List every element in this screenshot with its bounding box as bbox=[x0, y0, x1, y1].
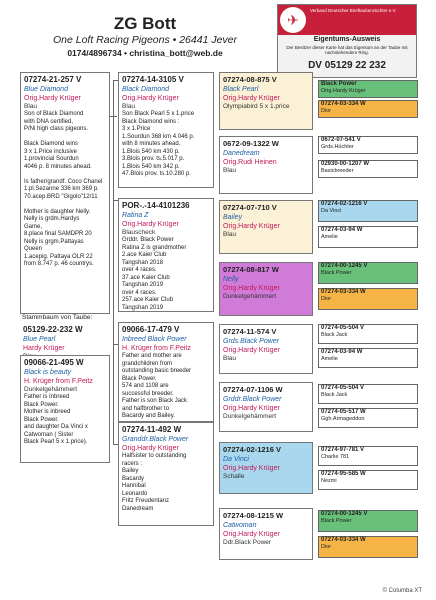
info-line: and halfbrother to bbox=[122, 405, 170, 412]
info-line: with 8 minutes ahead. bbox=[122, 141, 181, 147]
parent-card-2[interactable] bbox=[118, 198, 214, 312]
main-pigeon-ring: 07274-21-257 V bbox=[24, 75, 82, 84]
grandparent-ring: 07274-08-875 V bbox=[223, 75, 277, 84]
parent-breeder: Orig.Hardy Krüger bbox=[122, 95, 179, 102]
gg-detail: Dior bbox=[321, 108, 332, 114]
info-line: Bailey bbox=[122, 468, 139, 474]
grandparent-name: Da Vinci bbox=[223, 456, 249, 463]
info-line: 1.Blois 540 km 430 p. bbox=[122, 148, 180, 155]
info-line bbox=[24, 171, 106, 179]
parent-ring: 07274-14-3105 V bbox=[122, 75, 184, 84]
grandparent-card-1[interactable] bbox=[219, 72, 313, 130]
gg-detail: Black Power bbox=[321, 270, 352, 276]
grandparent-card-7[interactable] bbox=[219, 442, 313, 494]
gg-ring: 02930-00-1207 W bbox=[321, 161, 370, 167]
info-line: successful breeder. bbox=[122, 390, 174, 397]
parent-info bbox=[122, 353, 210, 421]
dam-pigeon-card[interactable] bbox=[20, 355, 110, 463]
parent-ring: 07274-11-492 W bbox=[122, 425, 182, 434]
great-grandparent-card[interactable] bbox=[318, 100, 418, 118]
info-line: 3 x 1.Price bbox=[122, 126, 151, 132]
gg-detail: Dior bbox=[321, 296, 332, 302]
gg-detail: Nezmi bbox=[321, 478, 337, 484]
grandparent-name: Danedream bbox=[223, 150, 260, 157]
info-line: 47.Blois prov. ts.10.280 p. bbox=[122, 171, 191, 177]
great-grandparent-card[interactable] bbox=[318, 80, 418, 98]
info-line: Danedream bbox=[122, 505, 154, 512]
gg-ring: 07274-03-334 W bbox=[321, 537, 366, 543]
info-line: outstanding basic breeder bbox=[122, 368, 192, 374]
grandparent-color: Blau bbox=[223, 355, 237, 362]
great-grandparent-card[interactable] bbox=[318, 226, 418, 248]
gg-detail: Charlie 781 bbox=[321, 454, 350, 460]
gg-ring: 07274-02-1216 V bbox=[321, 201, 368, 207]
grandparent-ring: 07274-07-710 V bbox=[223, 203, 277, 212]
info-line: from 8.747 p. 46 countrys. bbox=[24, 261, 94, 267]
info-line: Leonardo bbox=[122, 490, 148, 497]
grandparent-ring: 07274-02-1216 V bbox=[223, 445, 281, 454]
grandparent-card-5[interactable] bbox=[219, 324, 313, 374]
info-line: Tangshan 2019 bbox=[122, 282, 164, 288]
connector-line bbox=[113, 344, 114, 444]
info-line: 1.pl.Sezanne 336 km 369 p. bbox=[24, 186, 99, 192]
gg-ring: 07274-03-334 W bbox=[321, 289, 366, 295]
connector-line bbox=[113, 80, 114, 116]
parent-card-4[interactable] bbox=[118, 422, 214, 526]
ownership-card-banner bbox=[278, 5, 416, 35]
info-line: Black Pearl 5 x 1.price). bbox=[24, 439, 88, 445]
dam-pigeon-info bbox=[24, 394, 106, 447]
grandparent-color: Ddr.Black Power bbox=[223, 539, 272, 546]
parent-name: Inbreed Black Power bbox=[122, 336, 187, 343]
grandparent-breeder: Orig.Hardy Krüger bbox=[223, 531, 280, 538]
grandparent-card-8[interactable] bbox=[219, 508, 313, 560]
info-line: 70.acep.BRD "Gigolo"12/11 bbox=[24, 193, 98, 200]
info-line: Black Power. bbox=[24, 401, 59, 408]
info-line: Catwoman ( Sister bbox=[24, 431, 74, 438]
grandparent-card-6[interactable] bbox=[219, 382, 313, 432]
gg-ring: 07274-00-1245 V bbox=[321, 511, 368, 517]
ownership-card-number: DV 05129 22 232 bbox=[308, 60, 386, 71]
grandparent-name: Grds.Black Power bbox=[223, 338, 280, 345]
gg-detail: Grds.Hüchter bbox=[321, 144, 354, 150]
grandparent-card-2[interactable] bbox=[219, 136, 313, 194]
parent-card-1[interactable] bbox=[118, 72, 214, 188]
info-line: 3.Blois prov. ts.5.017 p. bbox=[122, 156, 185, 162]
dam-pigeon-color: Dunkelgehämmert bbox=[24, 386, 78, 393]
grandparent-color: Dunkelgehämmert bbox=[223, 293, 277, 300]
info-line: Bacardy bbox=[122, 475, 145, 482]
breeder-contact: 0174/4896734 • christina_bott@web.de bbox=[67, 48, 223, 58]
info-line: Nelly is grdm.Hardys bbox=[24, 216, 80, 222]
grandparent-color: Schalle bbox=[223, 473, 245, 480]
breeder-subtitle: One Loft Racing Pigeons • 26441 Jever bbox=[52, 34, 238, 46]
info-line: with DNA certified, bbox=[24, 118, 74, 125]
info-line: 257.ace Kaier Club bbox=[122, 297, 174, 303]
gg-detail: Black Jack bbox=[321, 392, 348, 398]
grandparent-breeder: Orig.Hardy Krüger bbox=[223, 95, 280, 102]
main-pigeon-breeder: Orig.Hardy Krüger bbox=[24, 95, 81, 102]
pigeon-logo-icon: ✈ bbox=[280, 7, 306, 33]
stamm-pigeon-ring: 05129-22-232 W bbox=[23, 325, 83, 334]
great-grandparent-card[interactable] bbox=[318, 160, 418, 178]
grandparent-name: Black Pearl bbox=[223, 86, 259, 93]
info-line: Ratina Z is grandmother bbox=[122, 244, 187, 251]
grandparent-color: Olympiabird 5 x 1.price bbox=[223, 103, 290, 110]
grandparent-card-4[interactable] bbox=[219, 262, 313, 316]
parent-breeder: H. Krüger from F.Peitz bbox=[122, 345, 191, 352]
grandparent-name: Nelly bbox=[223, 276, 239, 283]
info-line bbox=[24, 134, 106, 142]
info-line: 1.Sourdun 368 km 4.046 p. bbox=[122, 133, 195, 140]
grandparent-color: Blau bbox=[223, 167, 237, 174]
ownership-card bbox=[277, 4, 417, 78]
parent-breeder: Orig.Hardy Krüger bbox=[122, 221, 179, 228]
grandparent-ring: 07274-11-574 V bbox=[223, 327, 277, 336]
ownership-card-desc: Der Besitzer dieser Karte hat das Eigentum an der Taube mit nachstehendem Ring. bbox=[286, 45, 408, 55]
info-line: Father is Inbreed bbox=[24, 394, 70, 400]
gg-ring: 07274-03-334 W bbox=[321, 101, 366, 107]
gg-ring: Black Power bbox=[321, 81, 357, 87]
parent-name: Black Diamond bbox=[122, 86, 170, 93]
info-line: Father is son Black Jack bbox=[122, 398, 188, 404]
great-grandparent-card[interactable] bbox=[318, 136, 418, 154]
info-line: 4046 p. 8 minutes ahead. bbox=[24, 163, 92, 170]
info-line: 1.acepig. Pattaya OLR 22 bbox=[24, 253, 93, 260]
grandparent-name: Bailey bbox=[223, 214, 243, 221]
breeder-title: ZG Bott bbox=[113, 14, 177, 33]
info-line: Mother is inbreed bbox=[24, 409, 71, 415]
grandparent-ring: 0672-09-1322 W bbox=[223, 139, 279, 148]
info-line: Son of Black Diamond bbox=[24, 111, 84, 117]
gg-detail: Amelie bbox=[321, 234, 338, 240]
info-line: Nelly is grgm.Pattayas bbox=[24, 238, 84, 245]
info-line: grandchildren from bbox=[122, 360, 173, 367]
info-line: Mother is daughter Nelly. bbox=[24, 208, 91, 215]
grandparent-ring: 07274-07-1106 W bbox=[223, 385, 283, 394]
info-line bbox=[24, 201, 106, 209]
pedigree-of-label: Stammbaum von Taube: bbox=[22, 314, 93, 321]
great-grandparent-card[interactable] bbox=[318, 384, 418, 404]
grandparent-card-3[interactable] bbox=[219, 200, 313, 254]
great-grandparent-card[interactable] bbox=[318, 408, 418, 428]
stamm-pigeon-breeder: Hardy Krüger bbox=[23, 345, 65, 352]
ownership-card-org: Verband Deutscher Brieftaubenzüchter e.V. bbox=[310, 8, 397, 13]
gg-ring: 0672-07-541 V bbox=[321, 137, 361, 143]
gg-ring: 07274-95-585 W bbox=[321, 471, 366, 477]
great-grandparent-card[interactable] bbox=[318, 446, 418, 466]
gg-detail: Amelie bbox=[321, 356, 338, 362]
great-grandparent-card[interactable] bbox=[318, 510, 418, 532]
parent-name: Granddr.Black Power bbox=[122, 436, 189, 443]
dam-pigeon-breeder: H. Krüger from F.Peitz bbox=[24, 378, 93, 385]
info-line: and daughter Da Vinci x bbox=[24, 424, 88, 430]
grandparent-breeder: Orig.Hardy Krüger bbox=[223, 285, 280, 292]
info-line: Black Power. bbox=[122, 375, 157, 382]
stamm-pigeon-card bbox=[20, 323, 110, 355]
parent-info bbox=[122, 237, 210, 312]
great-grandparent-card[interactable] bbox=[318, 200, 418, 222]
main-pigeon-name: Blue Diamond bbox=[24, 86, 68, 93]
grandparent-ring: 07274-08-817 W bbox=[223, 265, 279, 274]
gg-detail: Black Power bbox=[321, 518, 352, 524]
info-line: 3 x 1.Price inclusive bbox=[24, 148, 78, 155]
info-line: Is father/grandf. Coco Chanel bbox=[24, 178, 103, 185]
parent-color: Blauscheck bbox=[122, 229, 156, 236]
info-line: Queen bbox=[24, 246, 43, 252]
gg-detail: Ggh.Armageddon bbox=[321, 416, 365, 422]
grandparent-color: Blau bbox=[223, 231, 237, 238]
info-line: Grddr. Black Power bbox=[122, 237, 174, 243]
breeder-header bbox=[20, 8, 270, 59]
info-line: Son Black Pearl 5 x 1.price bbox=[122, 111, 195, 117]
info-line: Black Diamond wins bbox=[24, 141, 79, 147]
gg-detail: Basicbreeder bbox=[321, 168, 354, 174]
parent-info bbox=[122, 453, 210, 513]
gg-detail: Black Jack bbox=[321, 332, 348, 338]
great-grandparent-card[interactable] bbox=[318, 348, 418, 368]
info-line: 2.ace Kaier Club bbox=[122, 252, 167, 258]
grandparent-breeder: Orig.Rudi Heinen bbox=[223, 159, 277, 166]
parent-name: Ratina Z bbox=[122, 212, 149, 219]
info-line: Black Power. bbox=[24, 416, 59, 423]
parent-card-3[interactable] bbox=[118, 322, 214, 422]
connector-line bbox=[113, 116, 114, 344]
gg-ring: 07274-03-94 W bbox=[321, 227, 363, 233]
stamm-pigeon-name: Blue Pearl bbox=[23, 336, 56, 343]
gg-detail: Dior bbox=[321, 544, 332, 550]
grandparent-breeder: Orig.Hardy Krüger bbox=[223, 465, 280, 472]
gg-ring: 07274-05-504 V bbox=[321, 385, 365, 391]
grandparent-breeder: Orig.Hardy Krüger bbox=[223, 223, 280, 230]
gg-ring: 07274-97-781 V bbox=[321, 447, 365, 453]
great-grandparent-card[interactable] bbox=[318, 470, 418, 490]
info-line: Father and mother are bbox=[122, 353, 182, 359]
info-line: 1.provincial Sourdun bbox=[24, 156, 79, 162]
info-line: Fritz Freudentanz bbox=[122, 498, 170, 504]
main-pigeon-card[interactable] bbox=[20, 72, 110, 314]
parent-color: Blau bbox=[122, 103, 136, 110]
grandparent-color: Dunkelgehämmert bbox=[223, 413, 277, 420]
footer-credit: © Columba XT bbox=[382, 588, 422, 594]
main-pigeon-color: Blau bbox=[24, 103, 38, 110]
great-grandparent-card[interactable] bbox=[318, 536, 418, 558]
info-line: Bacardy and Bailey. bbox=[122, 413, 175, 419]
great-grandparent-card[interactable] bbox=[318, 288, 418, 310]
main-pigeon-info bbox=[24, 111, 106, 269]
gg-detail: Orig.Hardy Krüger bbox=[321, 88, 366, 94]
info-line: P/Ni high class pigeons. bbox=[24, 126, 89, 132]
parent-ring: POR-.-14-4101236 bbox=[122, 201, 190, 210]
info-line: 37.ace Kaier Club bbox=[122, 274, 170, 281]
dam-pigeon-name: Black is beauty bbox=[24, 369, 72, 376]
ownership-card-title: Eigentums-Ausweis bbox=[313, 36, 381, 43]
gg-ring: 07274-03-94 W bbox=[321, 349, 363, 355]
grandparent-ring: 07274-08-1215 W bbox=[223, 511, 284, 520]
gg-ring: 07274-05-517 W bbox=[321, 409, 366, 415]
info-line: 1.Blois 540 km 342 p. bbox=[122, 163, 180, 170]
info-line: Black Diamond wins : bbox=[122, 118, 180, 125]
gg-ring: 07274-00-1245 V bbox=[321, 263, 368, 269]
info-line: Tangshan 2018 bbox=[122, 259, 164, 266]
info-line: 8.place final SAMDPR 20 bbox=[24, 231, 92, 237]
parent-ring: 09066-17-479 V bbox=[122, 325, 180, 334]
info-line: Halfsister to outstanding bbox=[122, 453, 187, 459]
info-line: Game, bbox=[24, 223, 43, 230]
info-line: 574 and 1108 are bbox=[122, 383, 169, 389]
grandparent-breeder: Orig.Hardy Krüger bbox=[223, 347, 280, 354]
info-line: over 4 races. bbox=[122, 289, 157, 296]
gg-ring: 07274-05-504 V bbox=[321, 325, 365, 331]
gg-detail: Da Vinci bbox=[321, 208, 342, 214]
grandparent-name: Catwoman bbox=[223, 522, 257, 529]
grandparent-name: Grddr.Black Power bbox=[223, 396, 282, 403]
info-line: Tangshan 2019 bbox=[122, 304, 164, 311]
info-line: racers : bbox=[122, 460, 143, 467]
grandparent-breeder: Orig.Hardy Krüger bbox=[223, 405, 280, 412]
parent-breeder: Orig.Hardy Krüger bbox=[122, 445, 179, 452]
info-line: Hannibal bbox=[122, 483, 146, 489]
parent-info bbox=[122, 111, 210, 179]
great-grandparent-card[interactable] bbox=[318, 262, 418, 284]
great-grandparent-card[interactable] bbox=[318, 324, 418, 344]
dam-pigeon-ring: 09066-21-495 W bbox=[24, 358, 84, 367]
info-line: over 4 races. bbox=[122, 267, 157, 273]
